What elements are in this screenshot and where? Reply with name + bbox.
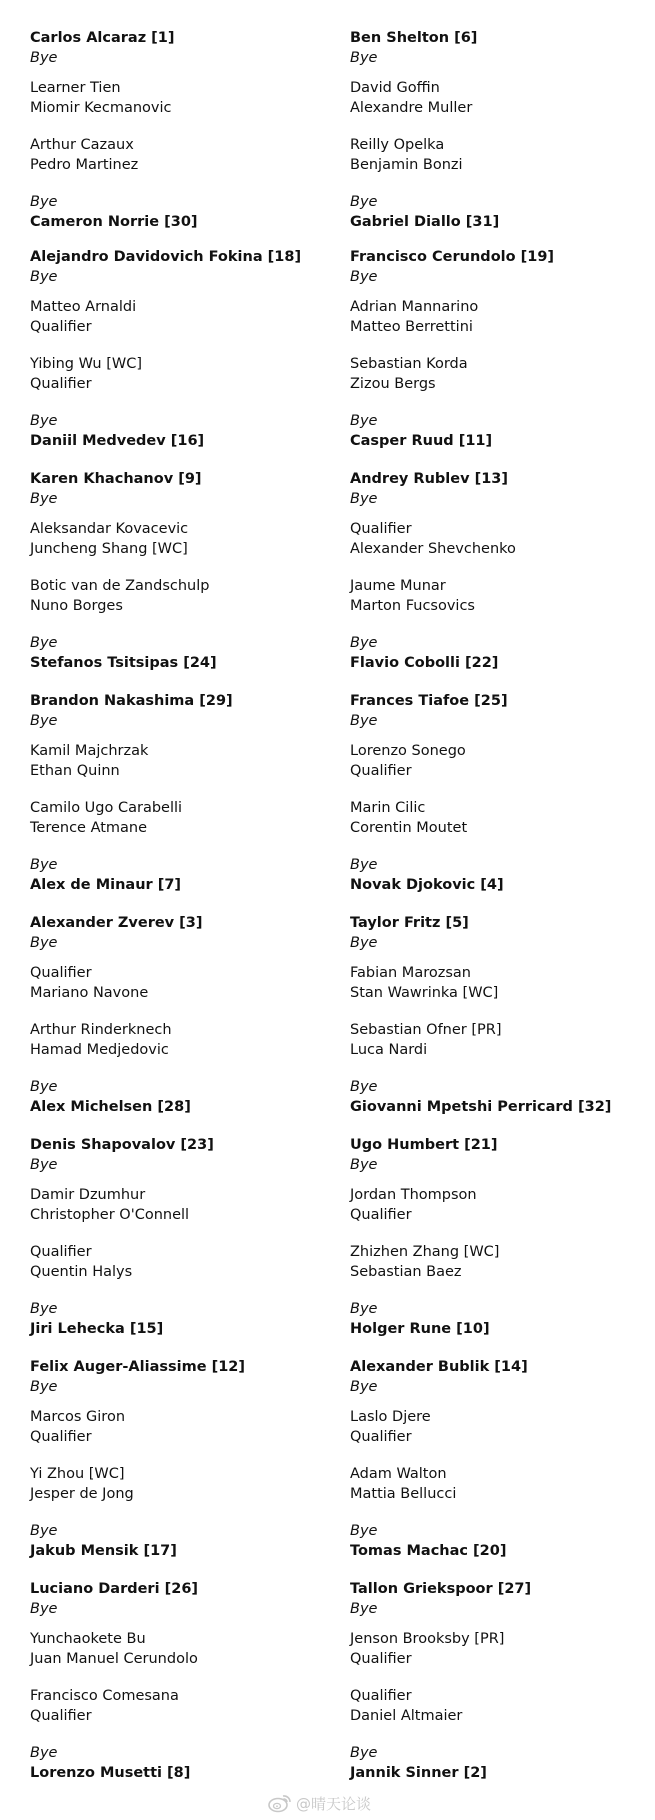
player-name: Terence Atmane — [30, 820, 148, 836]
player-name: Francisco Comesana — [30, 1688, 179, 1704]
player-name: Stan Wawrinka [WC] — [350, 985, 499, 1001]
seeded-player: Holger Rune [10] — [350, 1321, 490, 1337]
bye-label: Bye — [30, 413, 58, 429]
bye-label: Bye — [350, 50, 378, 66]
bye-label: Bye — [350, 1079, 378, 1095]
seeded-player: Cameron Norrie [30] — [30, 214, 198, 230]
bye-label: Bye — [30, 935, 58, 951]
bye-label: Bye — [350, 857, 378, 873]
bye-label: Bye — [350, 935, 378, 951]
player-name: Zhizhen Zhang [WC] — [350, 1244, 500, 1260]
player-name: Kamil Majchrzak — [30, 743, 149, 759]
bye-label: Bye — [350, 713, 378, 729]
seeded-player: Denis Shapovalov [23] — [30, 1137, 214, 1153]
bye-label: Bye — [350, 1745, 378, 1761]
player-name: Mattia Bellucci — [350, 1486, 457, 1502]
seeded-player: Andrey Rublev [13] — [350, 471, 509, 487]
bye-label: Bye — [350, 1301, 378, 1317]
player-name: Christopher O'Connell — [30, 1207, 190, 1223]
player-name: Qualifier — [350, 1429, 412, 1445]
player-name: Lorenzo Sonego — [350, 743, 466, 759]
player-name: Hamad Medjedovic — [30, 1042, 169, 1058]
seeded-player: Tomas Machac [20] — [350, 1543, 507, 1559]
bye-label: Bye — [30, 50, 58, 66]
seeded-player: Alex de Minaur [7] — [30, 877, 182, 893]
player-name: Sebastian Korda — [350, 356, 468, 372]
player-name: Adrian Mannarino — [350, 299, 479, 315]
bye-label: Bye — [350, 1379, 378, 1395]
seeded-player: Alexander Zverev [3] — [30, 915, 203, 931]
player-name: Qualifier — [30, 1429, 92, 1445]
seeded-player: Ugo Humbert [21] — [350, 1137, 498, 1153]
bye-label: Bye — [30, 713, 58, 729]
player-name: Jesper de Jong — [30, 1486, 134, 1502]
player-name: Zizou Bergs — [350, 376, 436, 392]
player-name: Corentin Moutet — [350, 820, 468, 836]
player-name: Quentin Halys — [30, 1264, 133, 1280]
seeded-player: Jiri Lehecka [15] — [30, 1321, 164, 1337]
seeded-player: Ben Shelton [6] — [350, 30, 478, 46]
seeded-player: Alexander Bublik [14] — [350, 1359, 528, 1375]
player-name: Qualifier — [350, 1651, 412, 1667]
player-name: Jordan Thompson — [350, 1187, 477, 1203]
player-name: Botic van de Zandschulp — [30, 578, 210, 594]
player-name: Juncheng Shang [WC] — [30, 541, 188, 557]
player-name: Qualifier — [30, 1708, 92, 1724]
bye-label: Bye — [350, 413, 378, 429]
bye-label: Bye — [350, 1601, 378, 1617]
player-name: Camilo Ugo Carabelli — [30, 800, 183, 816]
player-name: Daniel Altmaier — [350, 1708, 463, 1724]
bye-label: Bye — [30, 491, 58, 507]
seeded-player: Jakub Mensik [17] — [30, 1543, 177, 1559]
player-name: Arthur Rinderknech — [30, 1022, 172, 1038]
bye-label: Bye — [350, 194, 378, 210]
player-name: Qualifier — [30, 965, 92, 981]
seeded-player: Casper Ruud [11] — [350, 433, 493, 449]
bye-label: Bye — [350, 1523, 378, 1539]
seeded-player: Frances Tiafoe [25] — [350, 693, 508, 709]
bye-label: Bye — [350, 1157, 378, 1173]
seeded-player: Alex Michelsen [28] — [30, 1099, 191, 1115]
player-name: Qualifier — [30, 1244, 92, 1260]
player-name: Sebastian Ofner [PR] — [350, 1022, 502, 1038]
player-name: Aleksandar Kovacevic — [30, 521, 189, 537]
seeded-player: Tallon Griekspoor [27] — [350, 1581, 532, 1597]
player-name: Qualifier — [350, 1688, 412, 1704]
seeded-player: Lorenzo Musetti [8] — [30, 1765, 191, 1781]
seeded-player: Stefanos Tsitsipas [24] — [30, 655, 217, 671]
player-name: Yibing Wu [WC] — [30, 356, 142, 372]
player-name: Jaume Munar — [350, 578, 446, 594]
seeded-player: Luciano Darderi [26] — [30, 1581, 199, 1597]
player-name: Sebastian Baez — [350, 1264, 462, 1280]
player-name: Nuno Borges — [30, 598, 123, 614]
bye-label: Bye — [350, 635, 378, 651]
player-name: David Goffin — [350, 80, 440, 96]
bye-label: Bye — [350, 269, 378, 285]
seeded-player: Flavio Cobolli [22] — [350, 655, 499, 671]
bye-label: Bye — [350, 491, 378, 507]
player-name: Ethan Quinn — [30, 763, 120, 779]
player-name: Arthur Cazaux — [30, 137, 134, 153]
player-name: Matteo Arnaldi — [30, 299, 137, 315]
bye-label: Bye — [30, 1379, 58, 1395]
player-name: Qualifier — [350, 763, 412, 779]
bye-label: Bye — [30, 1079, 58, 1095]
seeded-player: Brandon Nakashima [29] — [30, 693, 233, 709]
player-name: Jenson Brooksby [PR] — [350, 1631, 505, 1647]
player-name: Marcos Giron — [30, 1409, 126, 1425]
bye-label: Bye — [30, 635, 58, 651]
bye-label: Bye — [30, 1523, 58, 1539]
seeded-player: Karen Khachanov [9] — [30, 471, 202, 487]
player-name: Alexandre Muller — [350, 100, 473, 116]
player-name: Benjamin Bonzi — [350, 157, 463, 173]
player-name: Qualifier — [350, 1207, 412, 1223]
weibo-logo-icon — [268, 1793, 292, 1813]
seeded-player: Felix Auger-Aliassime [12] — [30, 1359, 246, 1375]
seeded-player: Carlos Alcaraz [1] — [30, 30, 175, 46]
player-name: Adam Walton — [350, 1466, 447, 1482]
player-name: Qualifier — [350, 521, 412, 537]
player-name: Juan Manuel Cerundolo — [30, 1651, 198, 1667]
bye-label: Bye — [30, 269, 58, 285]
player-name: Miomir Kecmanovic — [30, 100, 172, 116]
player-name: Yi Zhou [WC] — [30, 1466, 125, 1482]
player-name: Marin Cilic — [350, 800, 426, 816]
seeded-player: Francisco Cerundolo [19] — [350, 249, 555, 265]
seeded-player: Giovanni Mpetshi Perricard [32] — [350, 1099, 612, 1115]
player-name: Fabian Marozsan — [350, 965, 471, 981]
player-name: Qualifier — [30, 319, 92, 335]
weibo-watermark — [268, 1791, 371, 1815]
player-name: Qualifier — [30, 376, 92, 392]
seeded-player: Gabriel Diallo [31] — [350, 214, 500, 230]
player-name: Reilly Opelka — [350, 137, 445, 153]
bye-label: Bye — [30, 1601, 58, 1617]
bye-label: Bye — [30, 1745, 58, 1761]
player-name: Laslo Djere — [350, 1409, 431, 1425]
player-name: Learner Tien — [30, 80, 121, 96]
seeded-player: Jannik Sinner [2] — [350, 1765, 487, 1781]
player-name: Alexander Shevchenko — [350, 541, 516, 557]
player-name: Mariano Navone — [30, 985, 149, 1001]
bye-label: Bye — [30, 194, 58, 210]
bye-label: Bye — [30, 1301, 58, 1317]
player-name: Pedro Martinez — [30, 157, 139, 173]
player-name: Luca Nardi — [350, 1042, 428, 1058]
seeded-player: Daniil Medvedev [16] — [30, 433, 205, 449]
seeded-player: Novak Djokovic [4] — [350, 877, 504, 893]
seeded-player: Alejandro Davidovich Fokina [18] — [30, 249, 302, 265]
player-name: Damir Dzumhur — [30, 1187, 146, 1203]
bye-label: Bye — [30, 857, 58, 873]
bye-label: Bye — [30, 1157, 58, 1173]
player-name: Yunchaokete Bu — [30, 1631, 146, 1647]
watermark-text: @晴天论谈 — [296, 1794, 372, 1813]
seeded-player: Taylor Fritz [5] — [350, 915, 469, 931]
player-name: Matteo Berrettini — [350, 319, 473, 335]
player-name: Marton Fucsovics — [350, 598, 475, 614]
